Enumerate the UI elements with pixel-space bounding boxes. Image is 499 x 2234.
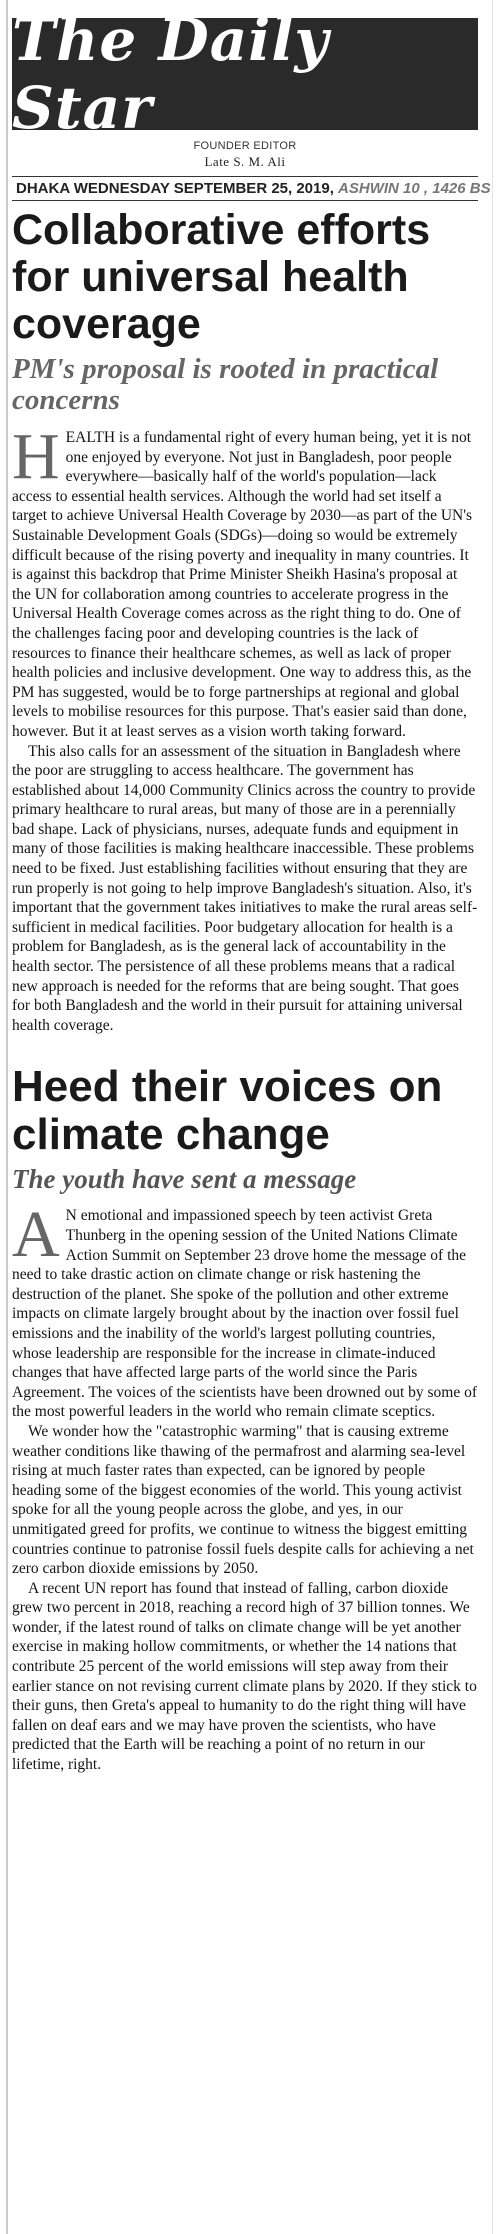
paragraph: A N emotional and impassioned speech by teen activist Greta Thunberg in the opening session of the United Nations Climate Action Summit on September 23 drove home the message of the need to take drastic action on climate change or risk hastening the destruction of the planet. She spoke of the pollution and other extreme impacts on climate largely brought about by the inaction over fossil fuel emissions and the inability of the world's largest polluting countries, whose leadership are responsible for the increase in climate-induced changes that have affected large parts of the world since the Paris Agreement. The voices of the scientists have been drowned out by some of the most powerful leaders in the world who remain climate sceptics.	[12, 1198, 478, 1421]
paragraph: We wonder how the "catastrophic warming" that is causing extreme weather conditions like thawing of the permafrost and alarming sea-level rising at much faster rates than expected, can be ignored by people heading some of the biggest economies of the world. This young activist spoke for all the young people across the globe, and yes, in our unmitigated greed for profits, we continue to witness the biggest emitting countries continue to patronise fossil fuels despite calls for achieving a net zero carbon dioxide emissions by 2050.	[12, 1422, 474, 1578]
paragraph: A recent UN report has found that instead of falling, carbon dioxide grew two percent in 2018, reaching a record high of 37 billion tonnes. We wonder, if the latest round of talks on climate change will be yet another exercise in making hollow commitments, or whether the 14 nations that contribute 25 percent of the world emissions will step away from their earlier stance on not revising current climate plans by 2020. If they stick to their guns, then Greta's appeal to humanity to do the right thing will have fallen on deaf ears and we may have proven the scientists, who have predicted that the Earth will be reaching a point of no return in our lifetime, right.	[12, 1579, 477, 1774]
headline-health: Collaborative efforts for universal health coverage	[12, 206, 431, 348]
founder-label: FOUNDER EDITOR	[193, 140, 297, 152]
founder-name: Late S. M. Ali	[204, 154, 286, 169]
dropcap: A	[12, 1198, 60, 1272]
paragraph: HEALTH is a fundamental right of every human being, yet it is not one enjoyed by everyone. Not just in Bangladesh, poor people everywhere—basically half of the world's population—lack access to essential health services. Although the world had set itself a target to achieve Universal Health Coverage by 2030—as part of the UN's Sustainable Development Goals (SDGs)—doing so would be extremely difficult because of the rising poverty and inequality in many countries. It is against this backdrop that Prime Minister Sheikh Hasina's proposal at the UN for collaboration among countries to accelerate progress in the Universal Health Coverage comes across as the right thing to do. One of the challenges facing poor and developing countries is the lack of resources to finance their healthcare schemes, as well as lack of proper health policies and inclusive development. One way to address this, as the PM has suggested, would be to forge partnerships at regional and global levels to mobilise resources for this purpose. That's easier said than done, however. But it at least serves as a vision worth taking forward.	[12, 420, 473, 740]
masthead	[12, 6, 478, 142]
dateline-bangla-date: ASHWIN 10 , 1426 BS	[338, 180, 491, 197]
dateline	[12, 176, 491, 201]
editorial-page	[12, 6, 491, 1775]
dropcap: H	[12, 420, 60, 493]
subhead-climate: The youth have sent a message	[12, 1164, 357, 1195]
article-body-climate	[12, 1198, 478, 1774]
section-gap	[12, 1035, 478, 1057]
article-body-health	[12, 420, 478, 1035]
headline-climate: Heed their voices on climate change	[12, 1062, 443, 1160]
founder-block	[12, 140, 478, 170]
masthead-title: The Daily Star	[12, 6, 330, 142]
right-margin-rule	[492, 0, 493, 2234]
dateline-date: DHAKA WEDNESDAY SEPTEMBER 25, 2019,	[16, 180, 334, 197]
editorial-health	[12, 207, 478, 1035]
left-margin-rule	[6, 0, 8, 2234]
editorial-climate	[12, 1063, 478, 1774]
paragraph: This also calls for an assessment of the situation in Bangladesh where the poor are struggling to access healthcare. The government has established about 14,000 Community Clinics across the country to provide primary healthcare to rural areas, but many of those are in a perennially bad shape. Lack of physicians, nurses, adequate funds and equipment in many of those facilities is making healthcare inaccessible. These problems need to be fixed. Just establishing facilities without ensuring that they are run properly is not going to help improve Bangladesh's situation. Also, it's important that the government takes initiatives to make the rural areas self-sufficient in medical facilities. Poor budgetary allocation for health is a problem for Bangladesh, as is the general lack of accountability in the health sector. The persistence of all these problems means that a radical new approach is needed for the reforms that are being sought. That goes for both Bangladesh and the world in their pursuit for attaining universal health coverage.	[12, 742, 478, 1034]
subhead-health: PM's proposal is rooted in practical concerns	[12, 353, 439, 416]
